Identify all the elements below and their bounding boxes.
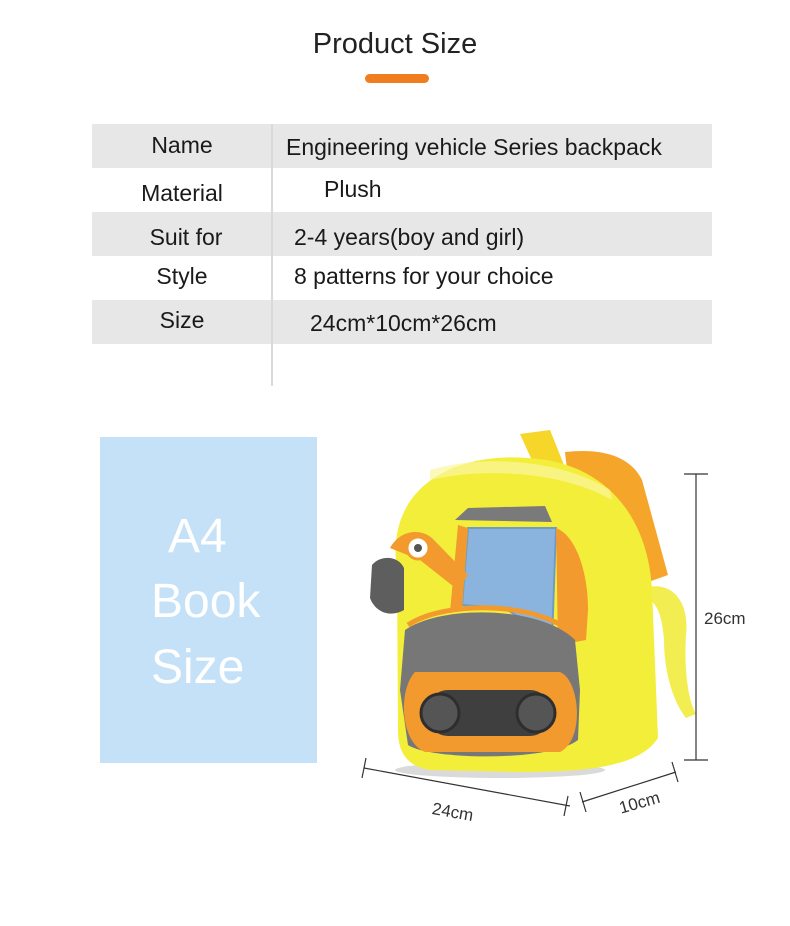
spec-value: 2-4 years(boy and girl) (294, 224, 525, 250)
spec-value: 8 patterns for your choice (294, 263, 554, 289)
spec-label: Material (141, 180, 223, 206)
a4-label-book: Book (151, 575, 261, 628)
wheel-right-icon (517, 694, 555, 732)
depth-label: 10cm (616, 787, 663, 818)
height-label: 26cm (704, 609, 746, 628)
a4-label-size: Size (151, 641, 245, 694)
arm-pupil (414, 544, 422, 552)
spec-value: Plush (324, 176, 382, 202)
cabin-roof (455, 506, 552, 522)
spec-label: Size (159, 307, 205, 333)
excavator-bucket (370, 558, 404, 614)
a4-label: A4 (168, 510, 227, 563)
spec-label: Suit for (149, 224, 223, 250)
spec-value: 24cm*10cm*26cm (310, 310, 497, 336)
spec-label: Style (156, 263, 208, 289)
wheel-left-icon (421, 694, 459, 732)
spec-value: Engineering vehicle Series backpack (286, 134, 662, 160)
spec-label: Name (151, 132, 213, 158)
width-label: 24cm (430, 799, 475, 826)
section-title: Product Size (312, 28, 478, 60)
